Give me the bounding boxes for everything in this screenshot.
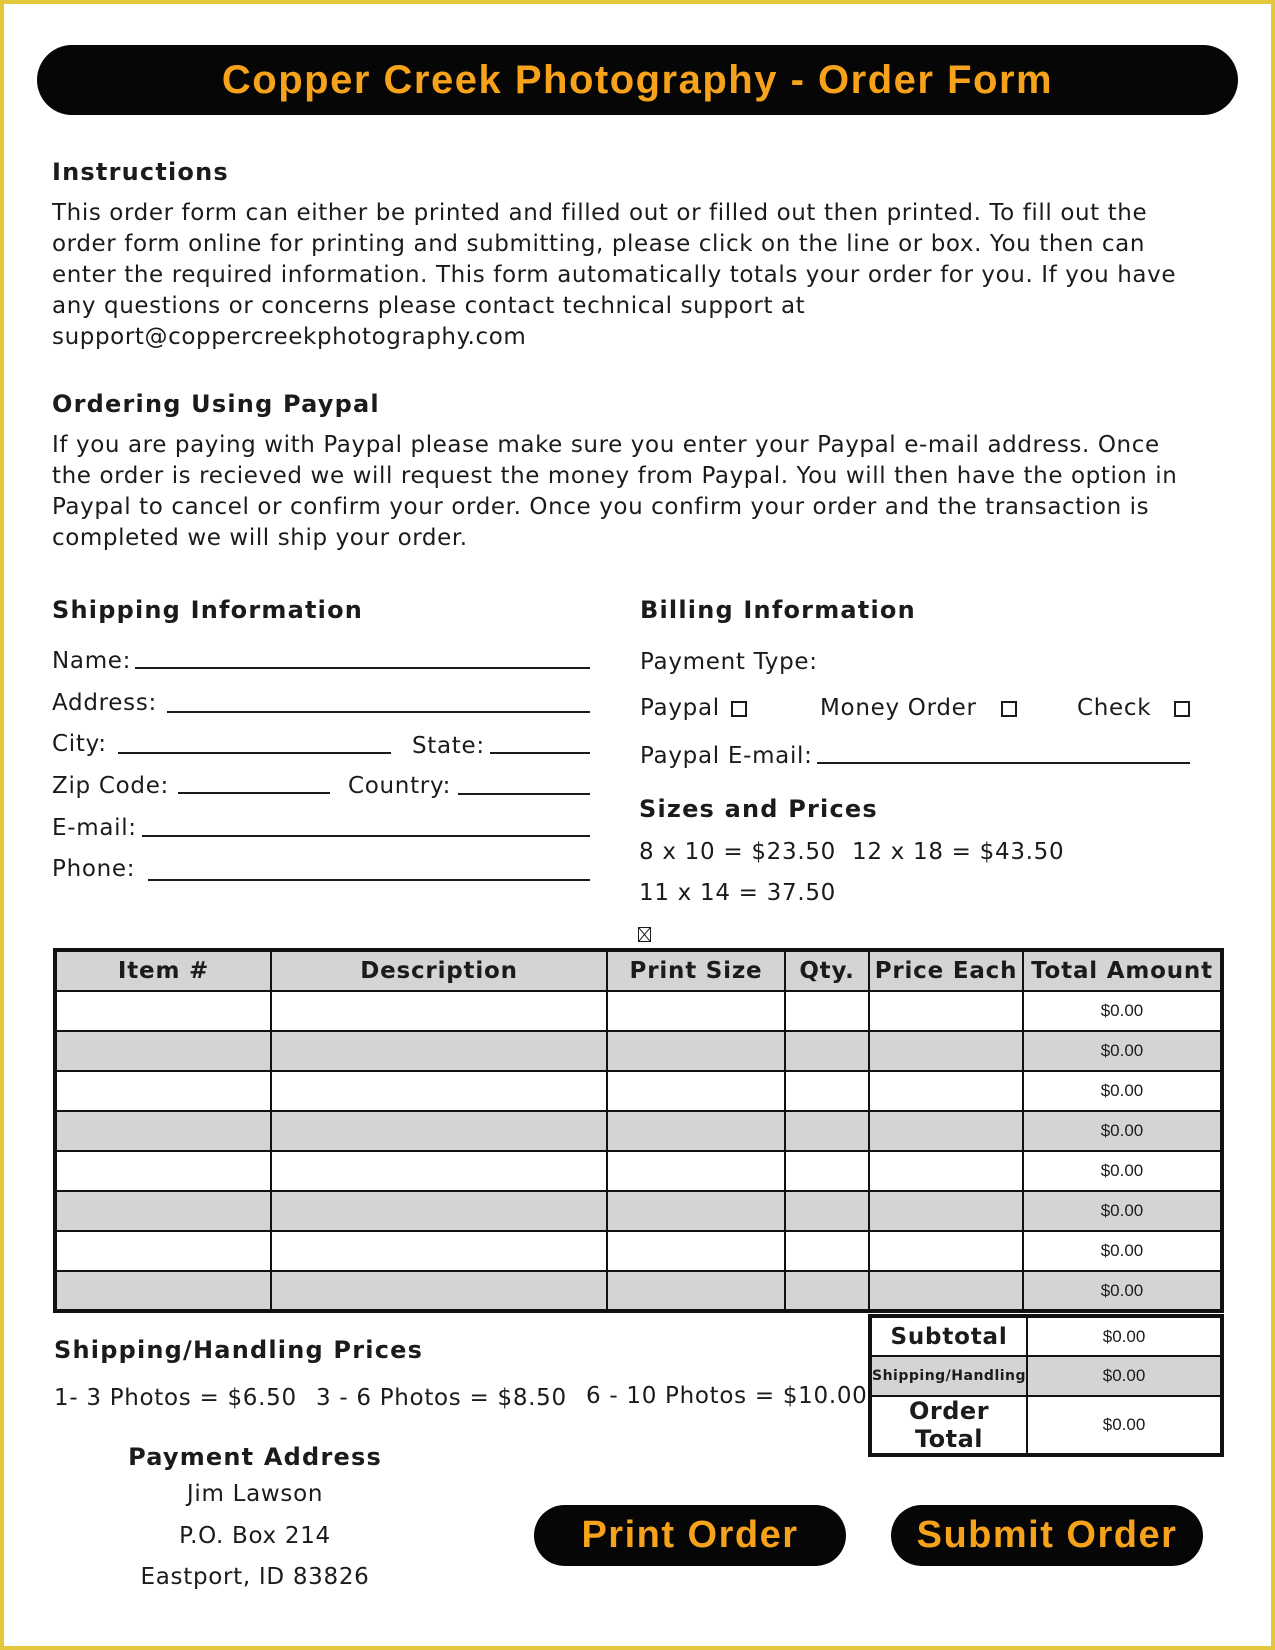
price-each-cell[interactable] [869, 1191, 1023, 1231]
order-total-label: Order Total [870, 1396, 1027, 1455]
country-label: Country: [348, 773, 452, 799]
description-cell[interactable] [271, 1231, 607, 1271]
qty-cell[interactable] [785, 1231, 869, 1271]
shipping-heading: Shipping Information [52, 596, 364, 624]
print-size-cell[interactable] [607, 1031, 785, 1071]
paypal-line: completed we will ship your order. [52, 525, 468, 551]
col-price-each: Price Each [869, 950, 1023, 991]
title-banner [37, 45, 1238, 115]
qty-cell[interactable] [785, 1151, 869, 1191]
payment-address-heading: Payment Address [128, 1443, 382, 1471]
print-size-cell[interactable] [607, 1271, 785, 1311]
sizes-heading: Sizes and Prices [639, 795, 878, 823]
city-field[interactable] [118, 752, 391, 754]
price-each-cell[interactable] [869, 1111, 1023, 1151]
item-number-cell[interactable] [55, 1271, 271, 1311]
order-total-value: $0.00 [1027, 1396, 1222, 1455]
price-each-cell[interactable] [869, 1271, 1023, 1311]
phone-field[interactable] [148, 879, 590, 881]
description-cell[interactable] [271, 1151, 607, 1191]
shipping-price-1-3: 1- 3 Photos = $6.50 [54, 1385, 297, 1411]
paypal-line: Paypal to cancel or confirm your order. Once you confirm your order and the transaction is [52, 494, 1150, 520]
table-row [55, 1191, 1222, 1231]
item-number-cell[interactable] [55, 1031, 271, 1071]
item-number-cell[interactable] [55, 1071, 271, 1111]
qty-cell[interactable] [785, 991, 869, 1031]
instructions-heading: Instructions [52, 158, 229, 186]
description-cell[interactable] [271, 1031, 607, 1071]
size-price-8x10: 8 x 10 = $23.50 [639, 839, 837, 865]
table-row [55, 1271, 1222, 1311]
totals-table [868, 1314, 1224, 1457]
print-size-cell[interactable] [607, 1111, 785, 1151]
item-number-cell[interactable] [55, 1191, 271, 1231]
print-order-button[interactable] [534, 1505, 846, 1566]
item-number-cell[interactable] [55, 1111, 271, 1151]
total-amount-cell: $0.00 [1023, 1231, 1222, 1271]
paypal-option-label: Paypal [640, 695, 720, 721]
payment-address-city: Eastport, ID 83826 [140, 1564, 370, 1590]
print-size-cell[interactable] [607, 991, 785, 1031]
total-amount-cell: $0.00 [1023, 1151, 1222, 1191]
subtotal-row [870, 1316, 1222, 1356]
paypal-email-field[interactable] [817, 762, 1190, 764]
instructions-line: This order form can either be printed and filled out or filled out then printed. To fill out the [52, 200, 1148, 226]
size-price-12x18: 12 x 18 = $43.50 [852, 839, 1065, 865]
payment-address-street: P.O. Box 214 [179, 1523, 331, 1549]
table-row [55, 991, 1222, 1031]
submit-order-label: Submit Order [916, 1514, 1178, 1556]
total-amount-cell: $0.00 [1023, 991, 1222, 1031]
price-each-cell[interactable] [869, 1151, 1023, 1191]
instructions-line: order form online for printing and submitting, please click on the line or box. You then can [52, 231, 1146, 257]
order-total-row [870, 1396, 1222, 1455]
name-field[interactable] [135, 667, 590, 669]
size-price-11x14: 11 x 14 = 37.50 [639, 880, 837, 906]
paypal-heading: Ordering Using Paypal [52, 390, 380, 418]
order-table-header [55, 950, 1222, 991]
print-size-cell[interactable] [607, 1191, 785, 1231]
col-qty: Qty. [785, 950, 869, 991]
email-label: E-mail: [52, 815, 137, 841]
shipping-handling-label: Shipping/Handling [870, 1356, 1027, 1396]
description-cell[interactable] [271, 1191, 607, 1231]
paypal-text [52, 430, 1242, 554]
print-size-cell[interactable] [607, 1231, 785, 1271]
total-amount-cell: $0.00 [1023, 1031, 1222, 1071]
price-each-cell[interactable] [869, 991, 1023, 1031]
price-each-cell[interactable] [869, 1031, 1023, 1071]
email-field[interactable] [142, 835, 590, 837]
shipping-handling-row [870, 1356, 1222, 1396]
table-row [55, 1071, 1222, 1111]
check-option-label: Check [1077, 695, 1152, 721]
item-number-cell[interactable] [55, 1151, 271, 1191]
paypal-email-label: Paypal E-mail: [640, 743, 813, 769]
qty-cell[interactable] [785, 1271, 869, 1311]
qty-cell[interactable] [785, 1031, 869, 1071]
payment-type-label: Payment Type: [640, 649, 818, 675]
total-amount-cell: $0.00 [1023, 1271, 1222, 1311]
col-total-amount: Total Amount [1023, 950, 1222, 991]
order-table [53, 948, 1224, 1313]
missing-glyph-box [638, 927, 651, 942]
shipping-prices-heading: Shipping/Handling Prices [54, 1336, 424, 1364]
state-field[interactable] [490, 752, 590, 754]
paypal-line: the order is recieved we will request the money from Paypal. You will then have the option in [52, 463, 1178, 489]
money-order-option-label: Money Order [820, 695, 977, 721]
price-each-cell[interactable] [869, 1071, 1023, 1111]
table-row [55, 1031, 1222, 1071]
table-row [55, 1151, 1222, 1191]
description-cell[interactable] [271, 1271, 607, 1311]
state-label: State: [412, 733, 485, 759]
paypal-line: If you are paying with Paypal please make sure you enter your Paypal e-mail address. Once [52, 432, 1160, 458]
instructions-line: enter the required information. This form automatically totals your order for you. If you have [52, 262, 1177, 288]
item-number-cell[interactable] [55, 991, 271, 1031]
col-item-number: Item # [55, 950, 271, 991]
subtotal-label: Subtotal [870, 1316, 1027, 1356]
description-cell[interactable] [271, 991, 607, 1031]
table-row [55, 1111, 1222, 1151]
paypal-checkbox[interactable] [731, 701, 747, 717]
address-label: Address: [52, 690, 157, 716]
total-amount-cell: $0.00 [1023, 1071, 1222, 1111]
address-field[interactable] [167, 711, 590, 713]
shipping-price-3-6: 3 - 6 Photos = $8.50 [316, 1385, 567, 1411]
money-order-checkbox[interactable] [1001, 701, 1017, 717]
phone-label: Phone: [52, 856, 136, 882]
instructions-text [52, 198, 1232, 353]
print-size-cell[interactable] [607, 1151, 785, 1191]
billing-heading: Billing Information [640, 596, 916, 624]
print-size-cell[interactable] [607, 1071, 785, 1111]
col-print-size: Print Size [607, 950, 785, 991]
payment-address-name: Jim Lawson [186, 1481, 324, 1507]
total-amount-cell: $0.00 [1023, 1111, 1222, 1151]
name-label: Name: [52, 648, 132, 674]
zip-label: Zip Code: [52, 773, 169, 799]
print-order-label: Print Order [581, 1514, 799, 1556]
price-each-cell[interactable] [869, 1231, 1023, 1271]
description-cell[interactable] [271, 1071, 607, 1111]
qty-cell[interactable] [785, 1111, 869, 1151]
city-label: City: [52, 731, 107, 757]
description-cell[interactable] [271, 1111, 607, 1151]
check-checkbox[interactable] [1174, 701, 1190, 717]
submit-order-button[interactable] [891, 1505, 1203, 1566]
subtotal-value: $0.00 [1027, 1316, 1222, 1356]
instructions-line: any questions or concerns please contact technical support at [52, 293, 806, 319]
support-email: support@coppercreekphotography.com [52, 324, 527, 350]
shipping-handling-value: $0.00 [1027, 1356, 1222, 1396]
qty-cell[interactable] [785, 1191, 869, 1231]
zip-field[interactable] [178, 792, 330, 794]
col-description: Description [271, 950, 607, 991]
total-amount-cell: $0.00 [1023, 1191, 1222, 1231]
table-row [55, 1231, 1222, 1271]
page-title: Copper Creek Photography - Order Form [221, 57, 1054, 102]
item-number-cell[interactable] [55, 1231, 271, 1271]
qty-cell[interactable] [785, 1071, 869, 1111]
country-field[interactable] [458, 793, 590, 795]
shipping-price-6-10: 6 - 10 Photos = $10.00 [586, 1383, 868, 1409]
